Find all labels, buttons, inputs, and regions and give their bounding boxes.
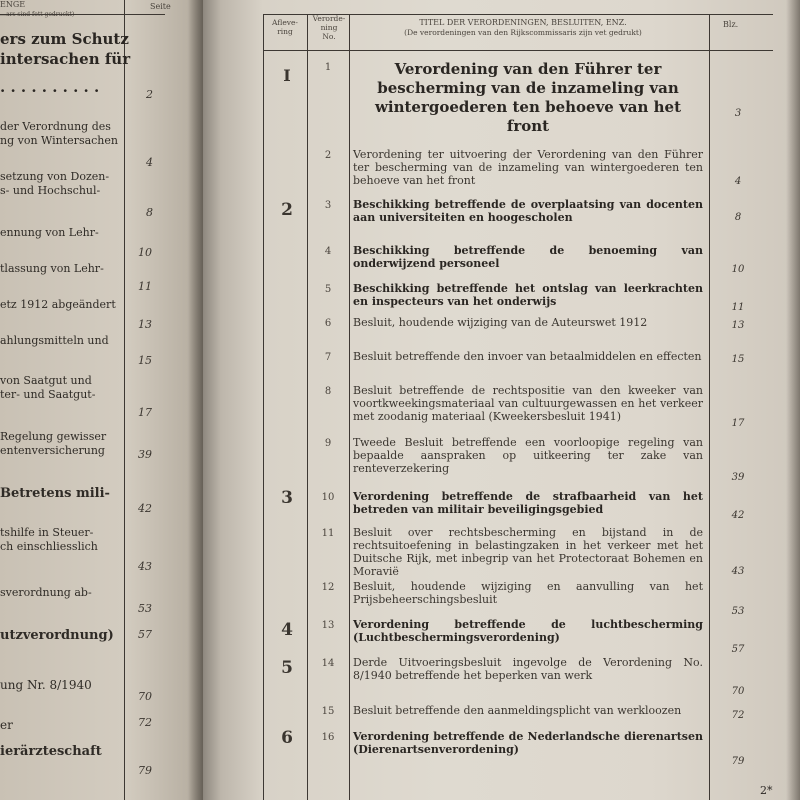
left-line: . . . . . . . . . . [0,78,100,96]
aflevering-number: 3 [281,488,293,508]
verordening-number: 2 [324,150,332,161]
page-number: 43 [731,566,745,577]
page-number: 79 [731,756,745,767]
index-table [263,14,773,800]
page-number: 39 [731,472,745,483]
page-number: 11 [731,302,745,313]
left-column-rule [124,0,125,800]
left-line: ter- und Saatgut- [0,388,96,401]
left-header [0,0,74,18]
left-line: s- und Hochschul- [0,184,101,197]
verordening-number: 3 [324,200,332,211]
column-rule-afl [307,14,308,800]
left-line: Betretens mili- [0,486,110,501]
left-page-number: 15 [138,354,152,367]
header-title [353,18,693,38]
page-number: 70 [731,686,745,697]
left-page-number: 70 [138,690,152,703]
left-line: ierärzteschaft [0,744,102,759]
left-line: ng von Wintersachen [0,134,118,147]
verordening-number: 10 [321,492,335,503]
entry-title: Verordening ter uitvoering der Verordening van den Führer ter bescherming van de inzameling van wintergoederen ten behoeve van het front [353,148,703,187]
left-page-number: 72 [138,716,152,729]
left-page-number: 2 [146,88,153,101]
verordening-number: 8 [324,386,332,397]
entry-title: Besluit betreffende den invoer van betaalmiddelen en effecten [353,350,702,363]
left-page-number: 43 [138,560,152,573]
left-line: tshilfe in Steuer- [0,526,94,539]
verordening-number: 15 [321,706,335,717]
entry-title: Tweede Besluit betreffende een voorloopige regeling van bepaalde aanspraken op uitkeering ter zake van renteverzekering [353,436,703,475]
verordening-number: 12 [321,582,335,593]
header-aflevering: Afleve- ring [272,18,298,36]
verordening-number: 9 [324,438,332,449]
page-number: 8 [734,212,742,223]
entry-title: Besluit betreffende den aanmeldingsplicht van werkloozen [353,704,682,717]
entry-title: Verordening betreffende de Nederlandsche dierenartsen (Dierenartsenverordening) [353,730,703,756]
verordening-number: 13 [321,620,335,631]
entry-title: Verordening betreffende de luchtbescherming (Luchtbeschermingsverordening) [353,618,703,644]
left-page-number: 39 [138,448,152,461]
verordening-number: 7 [324,352,332,363]
left-page-number: 57 [138,628,152,641]
left-page-number: 17 [138,406,152,419]
left-header-seite: Seite [150,2,171,11]
left-line: sverordnung ab- [0,586,92,599]
left-line: der Verordnung des [0,120,111,133]
page-number: 10 [731,264,745,275]
verordening-number: 6 [324,318,332,329]
left-page-number: 10 [138,246,152,259]
header-title-line1: TITEL DER VERORDENINGEN, BESLUITEN, ENZ. [419,18,627,27]
verordening-number: 1 [324,62,332,73]
page-number: 17 [731,418,745,429]
verordening-number: 4 [324,246,332,257]
page-number: 57 [731,644,745,655]
verordening-number: 5 [324,284,332,295]
left-line: utzverordnung) [0,628,114,643]
left-line: ch einschliesslich [0,540,98,553]
left-header-label: ENGE [0,0,26,9]
left-line: ennung von Lehr- [0,226,99,239]
entry-title: Besluit betreffende de rechtspositie van den kweeker van voortkweekingsmateriaal van cultuurgewassen en het verkeer met zoodanig materiaal (Kweekersbesluit 1941) [353,384,703,423]
left-page-number: 79 [138,764,152,777]
left-page-number: 42 [138,502,152,515]
left-line: etz 1912 abgeändert [0,298,116,311]
entry-title: Beschikking betreffende het ontslag van leerkrachten en inspecteurs van het onderwijs [353,282,703,308]
entry-title: Besluit, houdende wijziging en aanvulling van het Prijsbeheerschingsbesluit [353,580,703,606]
entry-title: Besluit over rechtsbescherming en bijstand in de rechtsuitoefening in belastingzaken in het verkeer met het Duitsche Rijk, met inbegrip van het Protectoraat Bohemen en Moravië [353,526,703,578]
signature-mark: 2* [760,784,773,797]
header-blz: Blz. [723,20,739,29]
column-rule-no [349,14,350,800]
aflevering-number: 5 [281,658,293,678]
page-number: 15 [731,354,745,365]
entry-title: Verordening van den Führer ter bescherming van de inzameling van wintergoederen ten behoeve van het front [374,60,682,135]
left-header-rule [0,14,165,15]
aflevering-number: 4 [281,620,293,640]
left-line: ung Nr. 8/1940 [0,678,92,692]
aflevering-number: I [283,66,291,85]
left-page-number: 8 [146,206,153,219]
entry-title: Derde Uitvoeringsbesluit ingevolge de Verordening No. 8/1940 betreffende het beperken van werk [353,656,703,682]
left-line: von Saatgut und [0,374,92,387]
left-line: entenversicherung [0,444,105,457]
left-page-number: 11 [138,280,152,293]
header-title-line2: (De verordeningen van den Rijkscommissaris zijn vet gedrukt) [404,28,642,37]
left-line: ers zum Schutz [0,30,129,48]
aflevering-number: 2 [281,200,293,220]
left-line: Regelung gewisser [0,430,107,443]
page-number: 72 [731,710,745,721]
entry-title: Beschikking betreffende de overplaatsing van docenten aan universiteiten en hoogescholen [353,198,703,224]
entry-title: Verordening betreffende de strafbaarheid van het betreden van militair beveiligingsgebied [353,490,703,516]
left-line: er [0,718,13,732]
verordening-number: 11 [321,528,335,539]
verordening-number: 16 [321,732,335,743]
left-line: intersachen für [0,50,131,68]
verordening-number: 14 [321,658,335,669]
left-line: tlassung von Lehr- [0,262,104,275]
page-edge-shadow [786,0,800,800]
entry-title: Besluit, houdende wijziging van de Auteurswet 1912 [353,316,648,329]
aflevering-number: 6 [281,728,293,748]
page-number: 4 [734,176,742,187]
page-number: 3 [734,108,742,119]
page-number: 42 [731,510,745,521]
left-page-number: 13 [138,318,152,331]
page-number: 13 [731,320,745,331]
left-page-number: 53 [138,602,152,615]
entry-title: Beschikking betreffende de benoeming van onderwijzend personeel [353,244,703,270]
right-page [203,0,800,800]
header-verordening-no: Verorde- ning No. [312,14,346,41]
table-header-rule [263,50,773,51]
left-line: ahlungsmitteln und [0,334,109,347]
table-border-left [263,14,264,800]
left-page-number: 4 [146,156,153,169]
left-line: setzung von Dozen- [0,170,110,183]
column-rule-title [709,14,710,800]
left-page [0,0,208,800]
page-number: 53 [731,606,745,617]
